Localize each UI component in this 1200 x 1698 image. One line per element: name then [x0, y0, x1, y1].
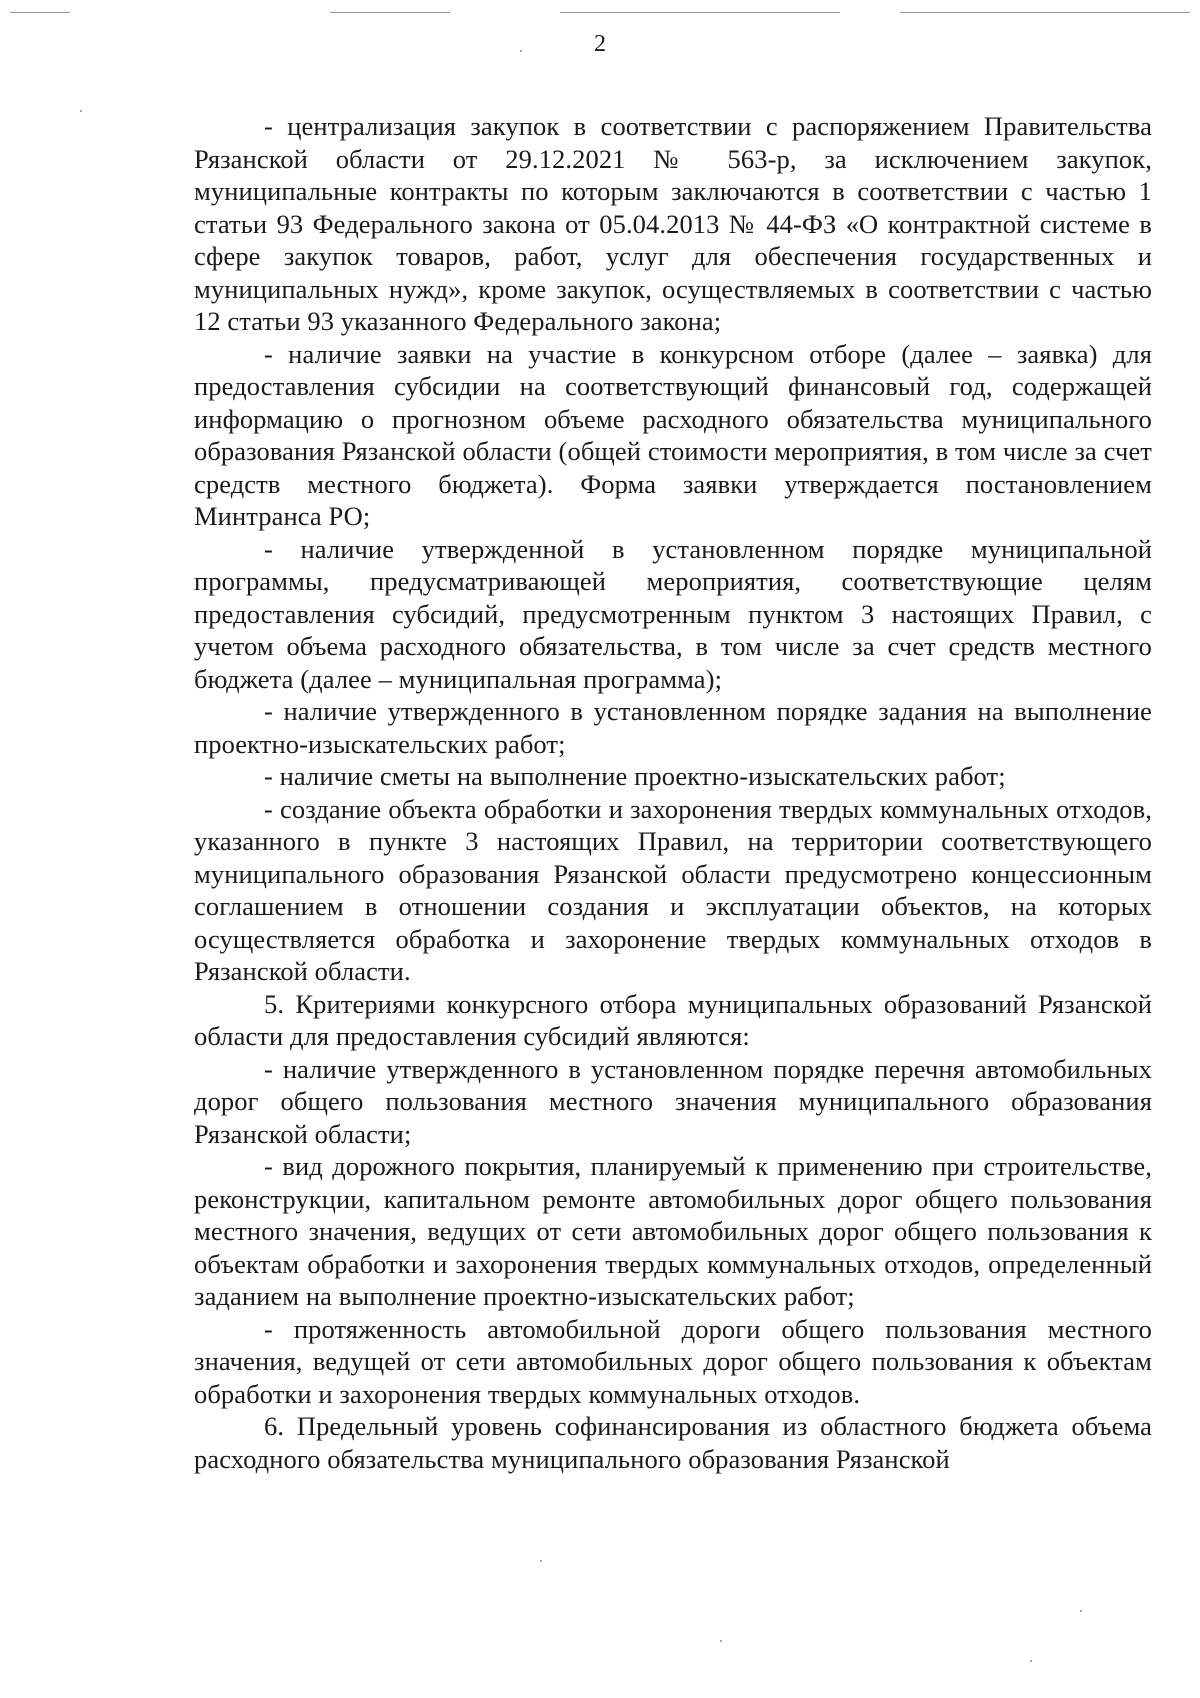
paragraph: 5. Критериями конкурсного отбора муниципальных образований Рязанской области для предоставления субсидий являются: [194, 988, 1152, 1051]
paragraph: - наличие утвержденного в установленном порядке задания на выполнение проектно-изыскательских работ; [194, 696, 1152, 759]
page-number: 2 [594, 31, 606, 57]
document-body [194, 110, 1152, 1475]
paragraph: - наличие утвержденной в установленном порядке муниципальной программы, предусматривающей мероприятия, соответствующие целям предоставления субсидий, предусмотренным пунктом 3 настоящих Правил, с учетом объема расходного обязательства, в том числе за счет средств местного бюджета (далее – муниципальная программа); [194, 533, 1152, 694]
paragraph: - наличие утвержденного в установленном порядке перечня автомобильных дорог общего пользования местного значения муниципального образования Рязанской области; [194, 1053, 1152, 1149]
scan-speck [540, 1560, 542, 1562]
scan-edge-mark [10, 12, 70, 13]
scan-speck [1080, 1610, 1082, 1612]
scan-speck [720, 1640, 722, 1642]
scan-edge-mark [330, 12, 450, 13]
paragraph: - протяженность автомобильной дороги общего пользования местного значения, ведущей от сети автомобильных дорог общего пользования к объектам обработки и захоронения твердых коммунальных отходов. [194, 1313, 1152, 1409]
paragraph: - наличие заявки на участие в конкурсном отборе (далее – заявка) для предоставления субсидии на соответствующий финансовый год, содержащей информацию о прогнозном объеме расходного обязательства муниципального образования Рязанской области (общей стоимости мероприятия, в том числе за счет средств местного бюджета). Форма заявки утверждается постановлением Минтранса РО; [194, 338, 1152, 531]
scan-speck [80, 110, 82, 112]
paragraph: - создание объекта обработки и захоронения твердых коммунальных отходов, указанного в пункте 3 настоящих Правил, на территории соответствующего муниципального образования Рязанской области предусмотрено концессионным соглашением в отношении создания и эксплуатации объектов, на которых осуществляется обработка и захоронение твердых коммунальных отходов в Рязанской области. [194, 793, 1152, 986]
paragraph: - вид дорожного покрытия, планируемый к применению при строительстве, реконструкции, капитальном ремонте автомобильных дорог общего пользования местного значения, ведущих от сети автомобильных дорог общего пользования к объектам обработки и захоронения твердых коммунальных отходов, определенный заданием на выполнение проектно-изыскательских работ; [194, 1151, 1152, 1311]
paragraph: - централизация закупок в соответствии с распоряжением Правительства Рязанской области от 29.12.2021 № 563-р, за исключением закупок, муниципальные контракты по которым заключаются в соответствии с частью 1 статьи 93 Федерального закона от 05.04.2013 № 44-ФЗ «О контрактной системе в сфере закупок товаров, работ, услуг для обеспечения государственных и муниципальных нужд», кроме закупок, осуществляемых в соответствии с частью 12 статьи 93 указанного Федерального закона; [194, 111, 1152, 336]
paragraph: - наличие сметы на выполнение проектно-изыскательских работ; [264, 761, 1006, 791]
scan-speck [1030, 1660, 1032, 1662]
paragraph: 6. Предельный уровень софинансирования из областного бюджета объема расходного обязательства муниципального образования Рязанской [194, 1411, 1152, 1474]
scan-edge-mark [560, 12, 840, 13]
scan-edge-mark [900, 12, 1190, 13]
